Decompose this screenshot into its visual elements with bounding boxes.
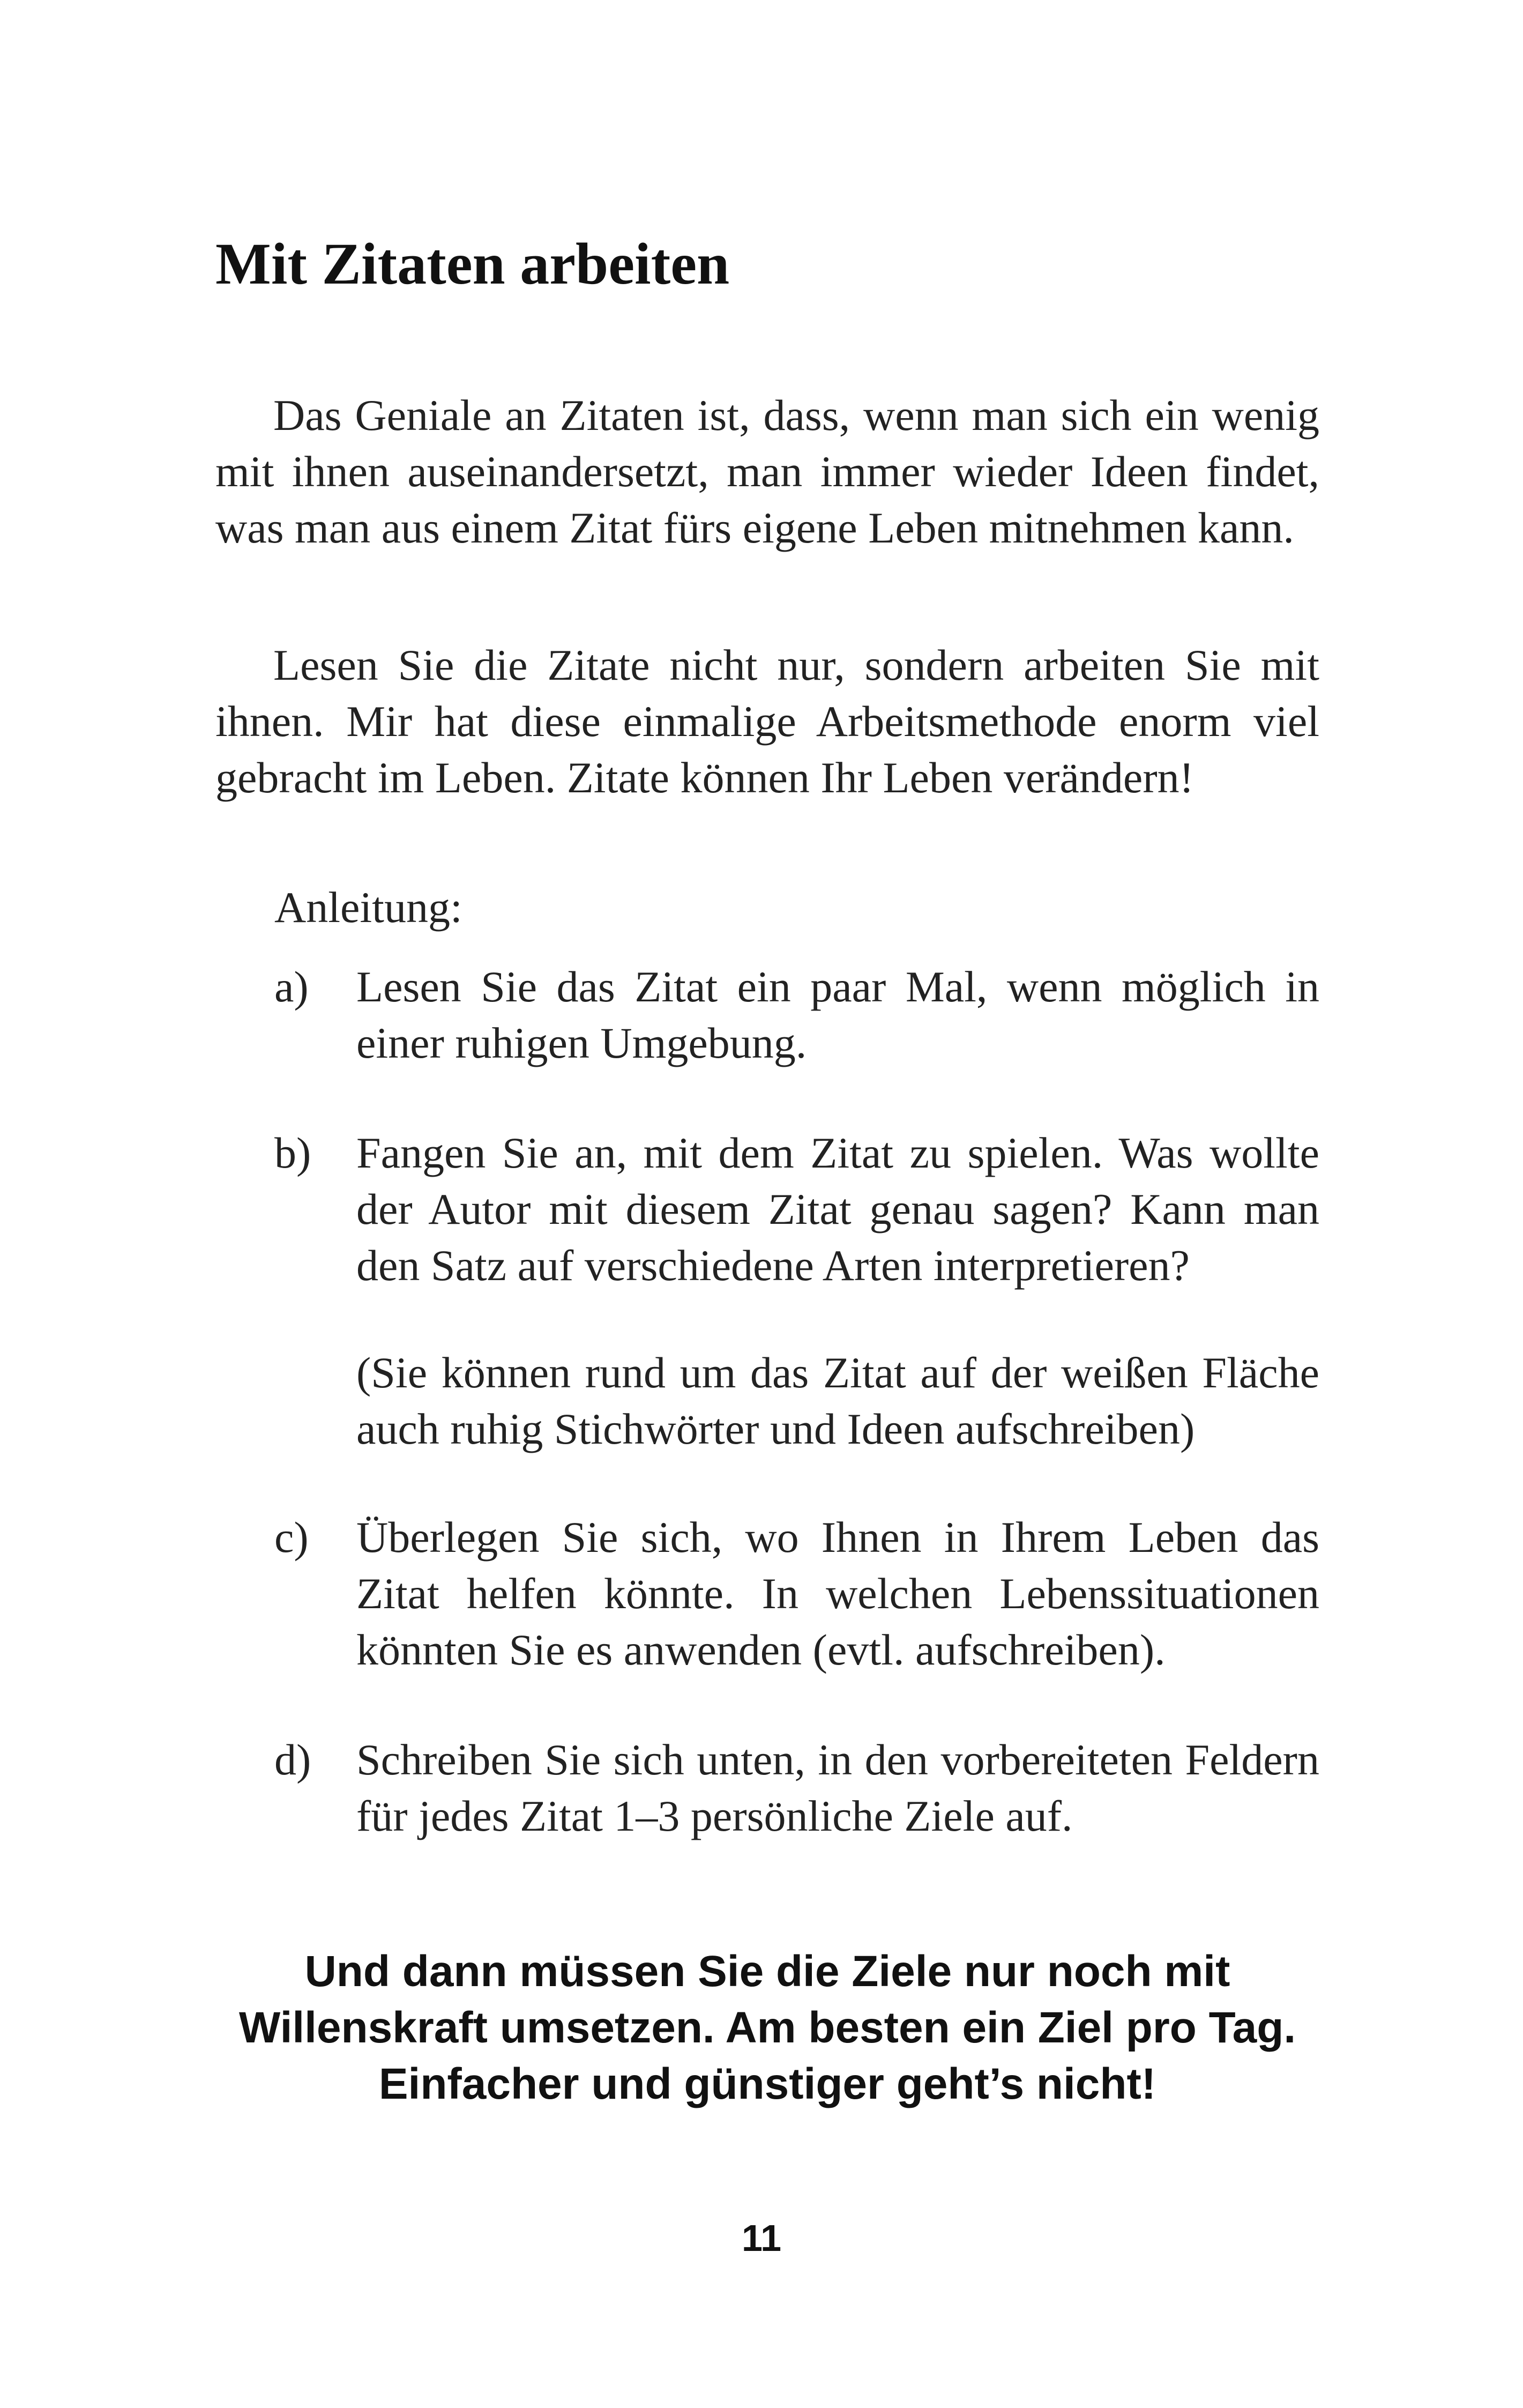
page-title: Mit Zitaten arbeiten (215, 231, 730, 296)
step-text: Lesen Sie das Zitat ein paar Mal, wenn möglich in einer ruhigen Umgebung. (356, 962, 1319, 1067)
step-letter: c) (274, 1513, 309, 1562)
page-number: 11 (742, 2217, 781, 2259)
step-text: Überlegen Sie sich, wo Ihnen in Ihrem Leben das Zitat helfen könnte. In welchen Lebenssituationen könnten Sie es anwenden (evtl. aufschreiben). (356, 1513, 1319, 1674)
step-letter: a) (274, 962, 309, 1011)
step-letter: b) (274, 1128, 311, 1177)
intro-paragraph-1: Das Geniale an Zitaten ist, dass, wenn man sich ein wenig mit ihnen auseinandersetzt, man immer wieder Ideen findet, was man aus einem Zitat fürs eigene Leben mitnehmen kann. (215, 391, 1319, 552)
step-text: Schreiben Sie sich unten, in den vorbereiteten Feldern für jedes Zitat 1–3 persönliche Ziele auf. (356, 1735, 1319, 1840)
instructions-label: Anleitung: (274, 883, 462, 932)
step-note: (Sie können rund um das Zitat auf der weißen Fläche auch ruhig Stichwörter und Ideen aufschreiben) (356, 1348, 1319, 1453)
closing-statement: Und dann müssen Sie die Ziele nur noch mit Willenskraft umsetzen. Am besten ein Ziel pro Tag. Einfacher und günstiger geht’s nicht! (238, 1947, 1296, 2108)
step-letter: d) (274, 1735, 311, 1784)
step-text: Fangen Sie an, mit dem Zitat zu spielen. Was wollte der Autor mit diesem Zitat genau sagen? Kann man den Satz auf verschiedene Arten interpretieren? (356, 1128, 1319, 1290)
intro-paragraph-2: Lesen Sie die Zitate nicht nur, sondern arbeiten Sie mit ihnen. Mir hat diese einmalige Arbeitsmethode enorm viel gebracht im Leben. Zitate können Ihr Leben verändern! (215, 641, 1319, 802)
